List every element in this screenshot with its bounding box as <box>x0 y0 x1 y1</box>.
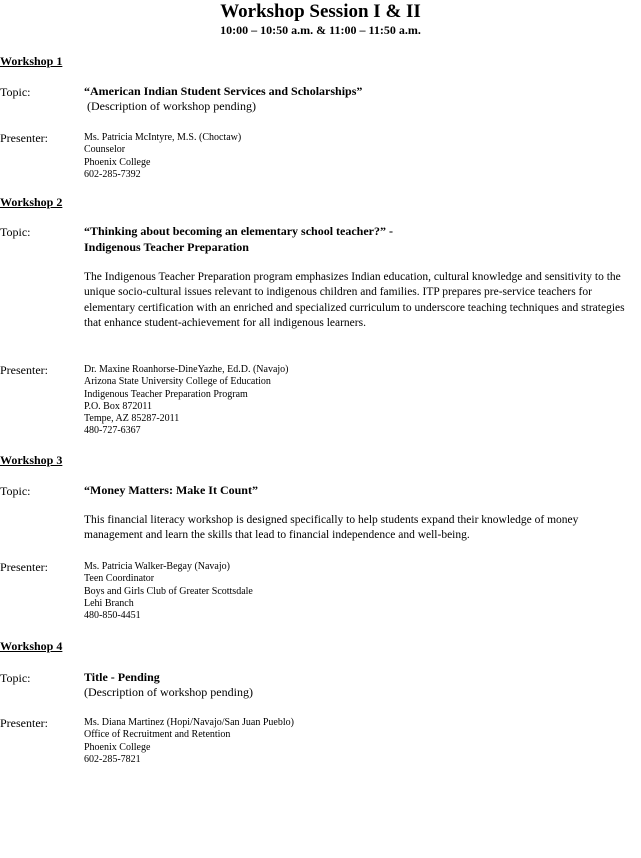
page-title: Workshop Session I & II <box>220 1 421 22</box>
presenter-organization: Phoenix College <box>84 156 151 168</box>
workshop-2-description: The Indigenous Teacher Preparation program emphasizes Indian education, cultural knowledge and sensitivity to the unique socio-cultural issues relevant to indigenous children and families. ITP prepares pre-service teachers for elementary certification with an enriched and specialized curriculum to underscore teaching techniques and strategies that enhance student-achievement for all indigenous learners. <box>84 271 625 330</box>
workshop-2-topic <box>84 223 634 255</box>
session-times: 10:00 – 10:50 a.m. & 11:00 – 11:50 a.m. <box>220 23 421 37</box>
workshop-4-topic <box>84 669 634 700</box>
workshop-1-topic-title: “American Indian Student Services and Scholarships” <box>84 84 363 98</box>
workshop-2-presenter-label: Presenter: <box>0 363 48 377</box>
workshop-1-topic <box>84 83 634 114</box>
workshop-4-topic-note: (Description of workshop pending) <box>84 685 253 699</box>
presenter-city: Tempe, AZ 85287-2011 <box>84 413 180 425</box>
workshop-1-topic-note: (Description of workshop pending) <box>84 99 256 113</box>
workshop-4-topic-label: Topic: <box>0 671 31 685</box>
workshop-4-presenter <box>84 717 584 766</box>
presenter-phone: 602-285-7392 <box>84 168 141 180</box>
workshop-3-topic-title: “Money Matters: Make It Count” <box>84 483 258 497</box>
presenter-organization: Phoenix College <box>84 741 151 753</box>
workshop-4-presenter-label: Presenter: <box>0 716 48 730</box>
presenter-branch: Lehi Branch <box>84 597 134 609</box>
workshop-3-description: This financial literacy workshop is designed specifically to help students expand their knowledge of money management and learn the skills that lead to financial independence and well-being. <box>84 514 579 542</box>
presenter-po-box: P.O. Box 872011 <box>84 400 152 412</box>
presenter-organization: Arizona State University College of Education <box>84 376 271 388</box>
presenter-program: Indigenous Teacher Preparation Program <box>84 388 248 400</box>
workshop-3-topic <box>84 482 634 498</box>
workshop-1-presenter <box>84 132 584 181</box>
workshop-2-heading: Workshop 2 <box>0 195 63 209</box>
presenter-phone: 480-727-6367 <box>84 425 141 437</box>
workshop-1-heading: Workshop 1 <box>0 54 63 68</box>
workshop-3-presenter <box>84 561 584 622</box>
workshop-3-presenter-label: Presenter: <box>0 560 48 574</box>
presenter-organization: Boys and Girls Club of Greater Scottsdale <box>84 585 253 597</box>
presenter-name: Ms. Patricia McIntyre, M.S. (Choctaw) <box>84 132 242 143</box>
presenter-name: Dr. Maxine Roanhorse-DineYazhe, Ed.D. (Navajo) <box>84 364 289 375</box>
workshop-4-heading: Workshop 4 <box>0 639 63 653</box>
workshop-3-topic-label: Topic: <box>0 484 31 498</box>
workshop-2-topic-subtitle: Indigenous Teacher Preparation <box>84 240 249 254</box>
presenter-phone: 602-285-7821 <box>84 753 141 765</box>
workshop-2-topic-label: Topic: <box>0 225 31 239</box>
presenter-name: Ms. Patricia Walker-Begay (Navajo) <box>84 561 230 572</box>
presenter-office: Office of Recruitment and Retention <box>84 729 231 741</box>
workshop-1-presenter-label: Presenter: <box>0 131 48 145</box>
workshop-1-topic-label: Topic: <box>0 85 31 99</box>
presenter-role: Counselor <box>84 144 126 156</box>
workshop-4-topic-title: Title - Pending <box>84 670 160 684</box>
workshop-3-heading: Workshop 3 <box>0 453 63 467</box>
presenter-phone: 480-850-4451 <box>84 610 141 622</box>
workshop-2-topic-title: “Thinking about becoming an elementary school teacher?” - <box>84 224 393 238</box>
presenter-role: Teen Coordinator <box>84 573 155 585</box>
workshop-2-presenter <box>84 364 584 438</box>
presenter-name: Ms. Diana Martinez (Hopi/Navajo/San Juan Pueblo) <box>84 717 294 728</box>
